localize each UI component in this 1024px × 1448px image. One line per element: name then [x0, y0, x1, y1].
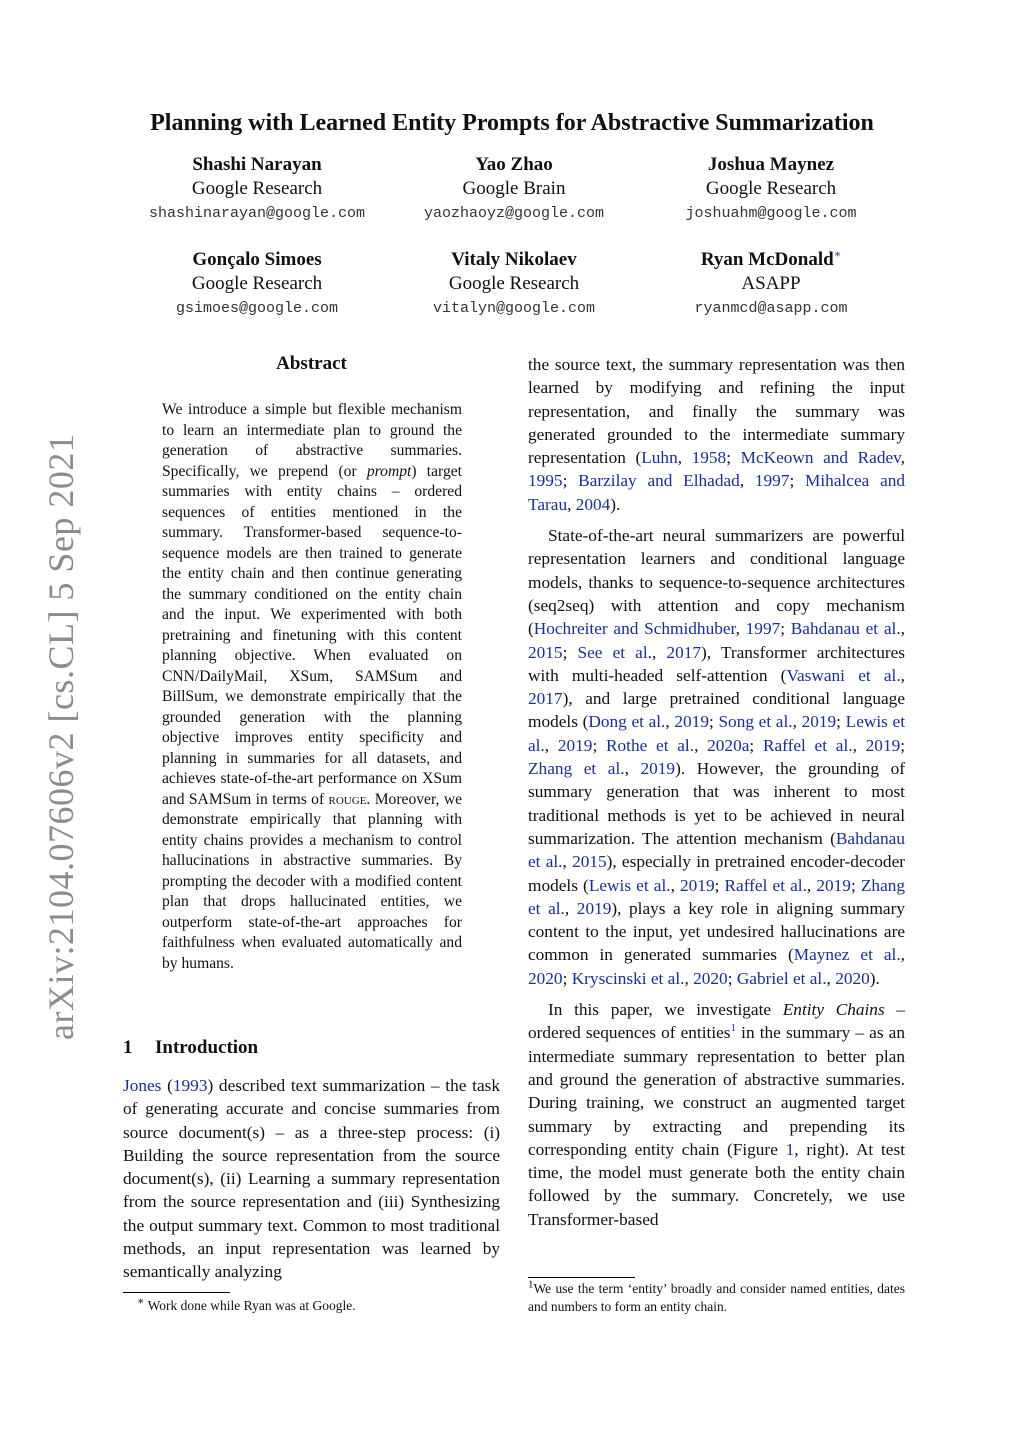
author-name: Vitaly Nikolaev	[451, 249, 577, 270]
text-run: ;	[562, 471, 579, 491]
author-block	[621, 248, 921, 322]
author-footnote-mark[interactable]: ∗	[833, 248, 842, 261]
author-affiliation: Google Research	[448, 273, 580, 294]
citation-link[interactable]: 2020	[528, 968, 563, 988]
footnote	[137, 1297, 500, 1315]
citation-link[interactable]: Gabriel et al.	[736, 968, 827, 988]
citation-link[interactable]: 2015	[572, 852, 607, 872]
citation-link[interactable]: Zhang et al.	[528, 759, 625, 779]
text-run: ;	[900, 735, 906, 755]
citation-link[interactable]: See et al.	[577, 642, 652, 662]
text-run: ,	[665, 712, 675, 732]
citation-link[interactable]: Raffel et al.	[724, 875, 807, 895]
citation-link[interactable]: Hochreiter and Schmidhuber	[533, 619, 736, 639]
text-run: ;	[850, 875, 861, 895]
citation-link[interactable]: 2017	[528, 689, 563, 709]
body-paragraph	[528, 524, 905, 990]
citation-link[interactable]: Lewis et al.	[528, 712, 906, 755]
text-run: ). However, the grounding of summary generation that was inherent to most traditional methods is yet to be achieved in neural summarization. The attention mechanism (	[528, 759, 905, 848]
citation-link[interactable]: Rothe et al.	[606, 735, 695, 755]
text-run: ,	[562, 852, 573, 872]
footnote-mark: 1	[528, 1278, 534, 1291]
text-run: ), Transformer architectures with multi-headed self-attention (	[528, 642, 906, 685]
text-run: ,	[567, 494, 576, 514]
author-email[interactable]: shashinarayan@google.com	[148, 205, 366, 222]
figure-reference[interactable]: 1	[785, 1139, 795, 1159]
citation-link[interactable]: Zhang et al.	[528, 875, 906, 918]
paper-title: Planning with Learned Entity Prompts for Abstractive Summarization	[150, 110, 874, 136]
text-run: (	[161, 1076, 173, 1095]
author-name: Joshua Maynez	[707, 154, 835, 175]
text-run: ;	[836, 712, 846, 732]
author-email[interactable]: gsimoes@google.com	[175, 300, 339, 317]
text-run: ,	[694, 735, 708, 755]
citation-link[interactable]: 2020a	[707, 735, 750, 755]
text-run: ;	[789, 471, 806, 491]
arxiv-identifier-stamp: arXiv:2104.07606v2 [cs.CL] 5 Sep 2021	[41, 433, 81, 1040]
author-affiliation: Google Research	[191, 273, 323, 294]
text-run: ,	[684, 968, 694, 988]
section-title: Introduction	[155, 1037, 259, 1058]
text-run: the source text, the summary representation was then learned by modifying and refining the input representation, and finally the summary was generated grounded to the intermediate summary representation (	[528, 355, 905, 468]
text-run: ,	[826, 968, 836, 988]
text-run: ,	[677, 448, 692, 468]
text-run: ;	[780, 619, 791, 639]
text-run: ).	[610, 494, 621, 514]
author-block	[107, 153, 407, 227]
text-run: ;	[749, 735, 763, 755]
text-run: ,	[900, 448, 905, 468]
author-block	[621, 153, 921, 227]
author-name	[621, 248, 921, 272]
abstract-smallcaps: rouge	[328, 790, 367, 808]
section-heading-introduction	[123, 1036, 258, 1060]
abstract-body	[162, 400, 462, 974]
footnote-divider	[123, 1292, 230, 1293]
citation-link[interactable]: Maynez et al.	[793, 945, 901, 965]
author-block	[364, 153, 664, 227]
section-number: 1	[123, 1037, 133, 1058]
text-run: ,	[792, 712, 802, 732]
text-run: ;	[708, 712, 719, 732]
citation-link[interactable]: 2019	[865, 735, 901, 755]
text-run: ,	[651, 642, 667, 662]
footnote	[528, 1280, 905, 1316]
author-affiliation: Google Brain	[462, 178, 566, 199]
text-run: ), especially in pretrained encoder-decoder models (	[528, 852, 905, 895]
text-run: ,	[670, 875, 681, 895]
author-block	[364, 248, 664, 322]
text-run: ,	[735, 619, 746, 639]
text-run: State-of-the-art neural summarizers are powerful representation learners and conditional language models, thanks to sequence-to-sequence architectures (seq2seq) with attention and copy mechanism (	[528, 526, 905, 639]
citation-link[interactable]: Kryscinski et al.	[571, 968, 685, 988]
text-run: ,	[900, 665, 905, 685]
citation-link[interactable]: Dong et al.	[588, 712, 666, 732]
text-run: ;	[562, 642, 578, 662]
citation-link[interactable]: 2019	[640, 759, 676, 779]
citation-link[interactable]: Luhn	[641, 448, 678, 468]
citation-link[interactable]: 1995	[528, 471, 563, 491]
text-run: – ordered sequences of entities	[528, 1000, 905, 1043]
text-run: ).	[869, 968, 880, 988]
body-paragraph	[528, 353, 905, 516]
citation-link[interactable]: Lewis et al.	[588, 875, 671, 895]
citation-link[interactable]: 1997	[754, 471, 790, 491]
citation-link[interactable]: 2019	[680, 875, 715, 895]
citation-link[interactable]: McKeown and Radev	[740, 448, 901, 468]
text-run: ,	[739, 471, 755, 491]
citation-link[interactable]: Bahdanau et al.	[790, 619, 901, 639]
footnote-mark: ∗	[137, 1295, 145, 1308]
intro-paragraph	[123, 1074, 500, 1284]
text-run: ,	[806, 875, 817, 895]
citation-link[interactable]: Vaswani et al.	[786, 665, 901, 685]
footnote-divider	[528, 1277, 635, 1278]
author-email[interactable]: ryanmcd@asapp.com	[694, 300, 848, 317]
author-block	[107, 248, 407, 322]
citation-link[interactable]: Mihalcea and Tarau	[528, 471, 906, 514]
text-run: ), and large pretrained conditional language models (	[528, 689, 905, 732]
citation-link[interactable]: 2017	[666, 642, 701, 662]
text-run: ,	[900, 945, 905, 965]
citation-link[interactable]: 2019	[674, 712, 709, 732]
text-run: ;	[562, 968, 572, 988]
text-run: ) described text summarization – the task of generating accurate and concise summaries from source document(s) – as a three-step process: (i) Building the source representation from the source document(s), (ii) Learning a summary representation from the source representation and (iii) Synthesizing the output summary text. Common to most traditional methods, an input representation was learned by semantically analyzing	[123, 1076, 500, 1282]
text-run: ,	[852, 735, 866, 755]
abstract-emphasis: prompt	[366, 462, 412, 480]
citation-link[interactable]: Song et al.	[718, 712, 793, 732]
citation-link[interactable]: 1997	[745, 619, 781, 639]
author-name: Gonçalo Simoes	[192, 249, 322, 270]
citation-link[interactable]: 2019	[576, 898, 612, 918]
citation-link[interactable]: 2020	[693, 968, 728, 988]
author-email[interactable]: yaozhaoyz@google.com	[423, 205, 605, 222]
footnote-text: Work done while Ryan was at Google.	[144, 1298, 356, 1313]
text-run: ), plays a key role in aligning summary content to the input, yet undesired hallucinations are common in generated summaries (	[528, 898, 905, 965]
author-email[interactable]: joshuahm@google.com	[685, 205, 857, 222]
abstract-heading: Abstract	[276, 353, 347, 374]
author-affiliation: ASAPP	[741, 273, 801, 294]
author-affiliation: Google Research	[705, 178, 837, 199]
citation-link[interactable]: 1993	[172, 1076, 208, 1095]
citation-link[interactable]: 2015	[528, 642, 563, 662]
author-name: Shashi Narayan	[192, 154, 322, 175]
text-run: in the summary – as an intermediate summary representation to better plan and ground the generation of abstractive summaries. During training, we construct an augmented target summary by extracting and prepending its corresponding entity chain (Figure	[528, 1023, 905, 1159]
citation-link[interactable]: 2019	[801, 712, 837, 732]
citation-link[interactable]: 1958	[691, 448, 727, 468]
text-run: ;	[714, 875, 725, 895]
citation-link[interactable]: Raffel et al.	[762, 735, 853, 755]
citation-link[interactable]: 2020	[835, 968, 870, 988]
citation-link[interactable]: Barzilay and Elhadad	[578, 471, 740, 491]
footnote-text: We use the term ‘entity’ broadly and consider named entities, dates and numbers to form an entity chain.	[528, 1281, 905, 1314]
text-run: ,	[624, 759, 641, 779]
abstract-text-run: ) target summaries with entity chains – ordered sequences of entities mentioned in the summary. Transformer-based sequence-to-sequence models are then trained to generate the entity chain and then continue generating the summary conditioned on the entity chain and the input. We experimented with both pretraining and finetuning with this content planning objective. When evaluated on CNN/DailyMail, XSum, SAMSum and BillSum, we demonstrate empirically that the grounded generation with the planning objective improves entity specificity and planning in summaries for all datasets, and achieves state-of-the-art performance on XSum and SAMSum in terms of	[162, 462, 462, 808]
author-name: Yao Zhao	[475, 154, 553, 175]
author-name-text: Ryan McDonald	[700, 249, 834, 270]
text-run: ;	[727, 968, 737, 988]
citation-link[interactable]: 2019	[816, 875, 851, 895]
footnote-reference[interactable]: 1	[730, 1022, 737, 1035]
author-email[interactable]: vitalyn@google.com	[432, 300, 596, 317]
text-run: ;	[592, 735, 606, 755]
citation-link[interactable]: 2004	[575, 494, 611, 514]
text-run: , right). At test time, the model must generate both the entity chain followed by the summary. Concretely, we use Transformer-based	[528, 1139, 906, 1229]
right-column	[528, 353, 905, 1239]
abstract-text-run: We introduce a simple but flexible mechanism to learn an intermediate plan to ground the generation of abstractive summaries. Specifically, we prepend (or	[162, 401, 462, 480]
text-run: ,	[544, 735, 558, 755]
abstract-text-run: . Moreover, we demonstrate empirically that planning with entity chains provides a mechanism to control hallucinations in abstractive summaries. By prompting the decoder with a modified content plan that drops hallucinated entities, we outperform state-of-the-art approaches for faithfulness when evaluated automatically and by humans.	[162, 790, 462, 972]
emphasis: Entity Chains	[782, 1000, 885, 1020]
text-run: In this paper, we investigate	[548, 1000, 783, 1020]
text-run: ,	[564, 898, 577, 918]
text-run: ,	[900, 619, 905, 639]
citation-link[interactable]: 2019	[557, 735, 593, 755]
body-paragraph	[528, 998, 905, 1231]
author-affiliation: Google Research	[191, 178, 323, 199]
text-run: ;	[726, 448, 741, 468]
citation-link[interactable]: Jones	[123, 1076, 162, 1095]
citation-link[interactable]: Bahdanau et al.	[528, 828, 905, 872]
